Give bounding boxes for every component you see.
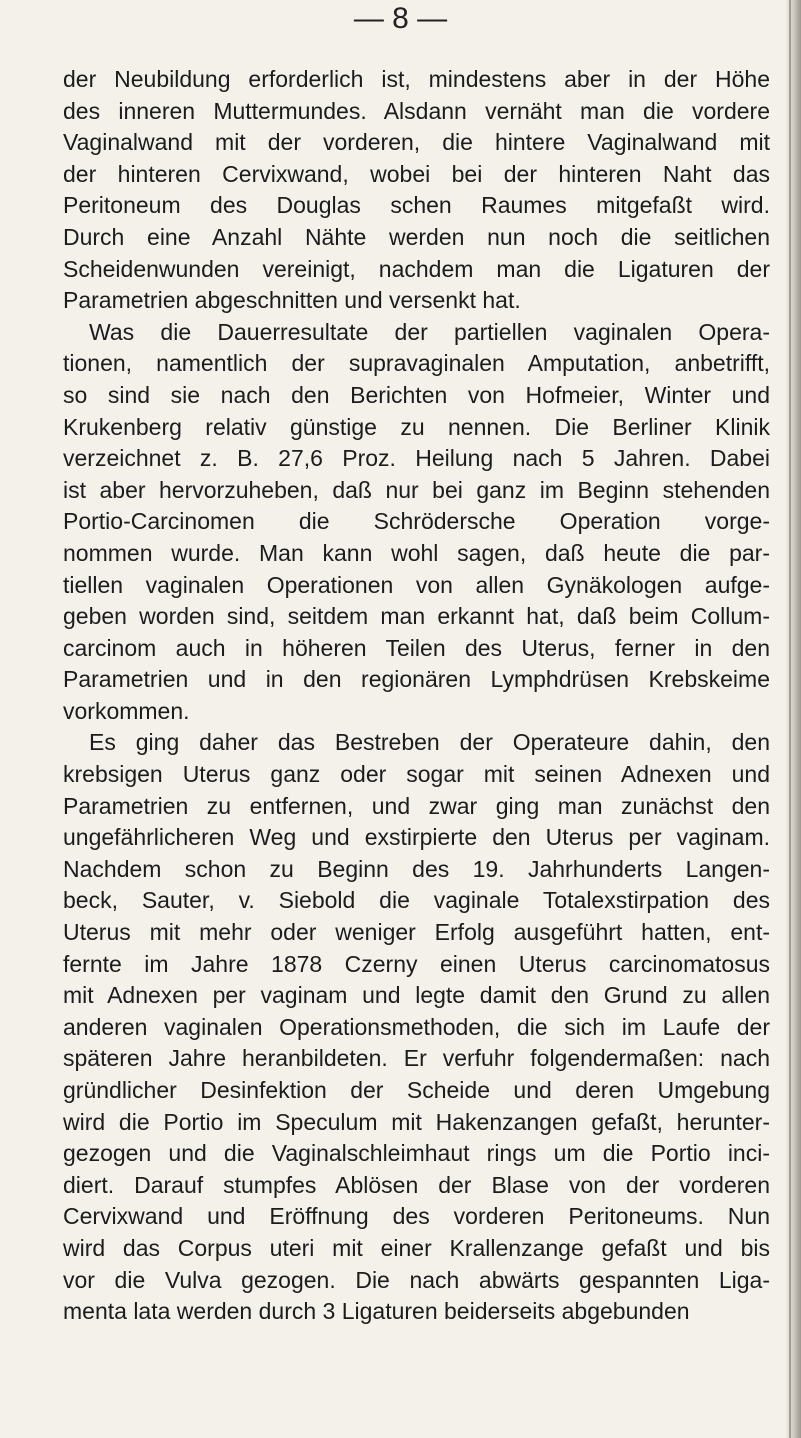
text-line: Parametrien zu entfernen, und zwar ging man zunächst den	[63, 792, 770, 819]
text-line: Durch eine Anzahl Nähte werden nun noch die seitlichen	[63, 223, 770, 250]
text-line: Portio-Carcinomen die Schrödersche Operation vorge-	[63, 508, 770, 535]
text-line: ist aber hervorzuheben, daß nur bei ganz im Beginn stehenden	[63, 476, 770, 503]
text-line: vorkommen.	[63, 697, 190, 724]
page-edge-line	[789, 0, 791, 1438]
text-line: wird die Portio im Speculum mit Hakenzangen gefaßt, herunter-	[63, 1108, 770, 1135]
text-line: Nachdem schon zu Beginn des 19. Jahrhunderts Langen-	[63, 855, 770, 882]
text-line: krebsigen Uterus ganz oder sogar mit seinen Adnexen und	[63, 761, 770, 788]
text-line: verzeichnet z. B. 27,6 Proz. Heilung nach 5 Jahren. Dabei	[63, 445, 770, 472]
text-line: Es ging daher das Bestreben der Operateure dahin, den	[89, 729, 770, 756]
text-line: wird das Corpus uteri mit einer Krallenzange gefaßt und bis	[63, 1234, 770, 1261]
text-line: mit Adnexen per vaginam und legte damit den Grund zu allen	[63, 982, 770, 1009]
text-line: tionen, namentlich der supravaginalen Amputation, anbetrifft,	[63, 350, 770, 377]
text-line: der hinteren Cervixwand, wobei bei der hinteren Naht das	[63, 160, 770, 187]
text-line: so sind sie nach den Berichten von Hofmeier, Winter und	[63, 381, 770, 408]
text-line: gründlicher Desinfektion der Scheide und deren Umgebung	[63, 1077, 770, 1103]
text-line: Scheidenwunden vereinigt, nachdem man die Ligaturen der	[63, 255, 770, 282]
text-line: menta lata werden durch 3 Ligaturen beiderseits abgebunden	[63, 1298, 690, 1325]
text-line: vor die Vulva gezogen. Die nach abwärts gespannten Liga-	[63, 1266, 770, 1293]
text-line: fernte im Jahre 1878 Czerny einen Uterus carcinomatosus	[63, 950, 770, 977]
text-line: beck, Sauter, v. Siebold die vaginale Totalexstirpation des	[63, 887, 770, 914]
text-line: der Neubildung erforderlich ist, mindestens aber in der Höhe	[63, 66, 770, 92]
text-line: diert. Darauf stumpfes Ablösen der Blase von der vorderen	[63, 1171, 770, 1198]
text-line: anderen vaginalen Operationsmethoden, die sich im Laufe der	[63, 1013, 770, 1040]
text-line: carcinom auch in höheren Teilen des Uterus, ferner in den	[63, 634, 770, 661]
text-line: Parametrien und in den regionären Lymphdrüsen Krebskeime	[63, 666, 770, 693]
text-line: Was die Dauerresultate der partiellen vaginalen Opera-	[89, 318, 770, 345]
text-line: Cervixwand und Eröffnung des vorderen Peritoneums. Nun	[63, 1203, 770, 1230]
page-number: — 8 —	[353, 2, 448, 35]
page-edge-shadow	[785, 0, 801, 1438]
text-line: Vaginalwand mit der vorderen, die hintere Vaginalwand mit	[63, 129, 770, 156]
text-line: Peritoneum des Douglas schen Raumes mitgefaßt wird.	[63, 192, 770, 219]
text-line: geben worden sind, seitdem man erkannt hat, daß beim Collum-	[63, 603, 770, 630]
text-line: des inneren Muttermundes. Alsdann vernäht man die vordere	[63, 97, 770, 124]
text-line: späteren Jahre heranbildeten. Er verfuhr folgendermaßen: nach	[63, 1045, 770, 1072]
text-line: Parametrien abgeschnitten und versenkt hat.	[63, 287, 521, 314]
text-line: nommen wurde. Man kann wohl sagen, daß heute die par-	[63, 539, 770, 566]
text-line: tiellen vaginalen Operationen von allen Gynäkologen aufge-	[63, 571, 770, 598]
text-line: Krukenberg relativ günstige zu nennen. Die Berliner Klinik	[63, 413, 770, 440]
text-line: Uterus mit mehr oder weniger Erfolg ausgeführt hatten, ent-	[63, 919, 770, 946]
text-line: gezogen und die Vaginalschleimhaut rings um die Portio inci-	[63, 1140, 770, 1167]
text-line: ungefährlicheren Weg und exstirpierte den Uterus per vaginam.	[63, 824, 770, 851]
body-text	[63, 64, 770, 1328]
